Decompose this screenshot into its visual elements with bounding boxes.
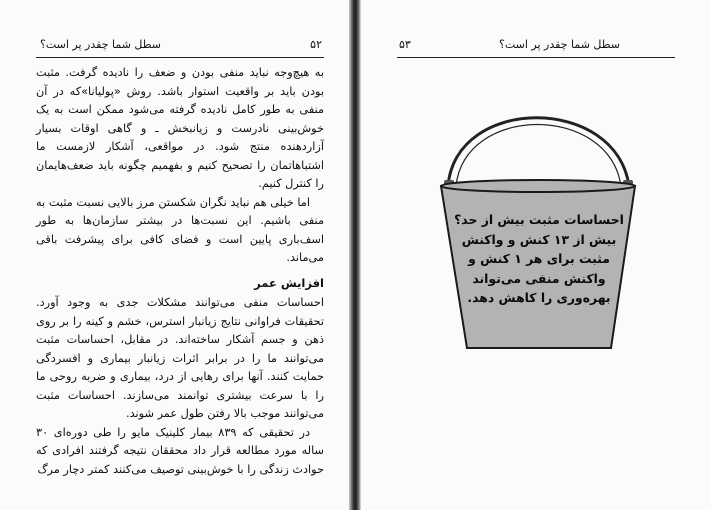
left-page-number: ۵۲ xyxy=(310,38,322,51)
left-page-header xyxy=(40,38,322,54)
bucket-line-4: واکنش منفی می‌تواند xyxy=(472,270,606,286)
bucket-line-3: مثبت برای هر ۱ کنش و xyxy=(468,251,610,266)
left-header-rule xyxy=(36,57,324,58)
bucket-line-2: بیش از ۱۳ کنش و واکنش xyxy=(461,231,617,247)
bucket-rim xyxy=(441,180,635,192)
paragraph-2: اما خیلی هم نباید نگران شکستن مرز بالایی نسبت مثبت به منفی باشیم. این نسبت‌ها در بیشتر سازمان‌ها به طور اسف‌باری پایین است و فضای کافی برای پیشرفت باقی می‌ماند. xyxy=(36,195,324,264)
right-running-title: سطل شما چقدر پر است؟ xyxy=(499,38,620,51)
paragraph-1: به هیچ‌وجه نباید منفی بودن و ضعف را نادیده گرفت. مثبت بودن باید بر واقعیت استوار باشد. روش «پولیانا»که در آن منفی به طور کامل نادیده گرفته می‌شود ممکن است به یک خوش‌بینی نادرست و زیانبخش ـ و گاهی اوقات بسیار آزاردهنده منتج شود. در مواقعی، آشکار لازمست ما اشتباهاتمان را تصحیح کنیم و بفهمیم چگونه باید ضعف‌هایمان را کنترل کنیم. xyxy=(36,66,324,190)
bucket-caption xyxy=(449,210,629,308)
left-body xyxy=(36,64,324,479)
paragraph-4: در تحقیقی که ۸۳۹ بیمار کلینیک مایو را طی دوره‌ای ۳۰ ساله مورد مطالعه قرار داد محققان نتیجه گرفتند افرادی که حوادث زندگی را با خوش‌بینی توصیف می‌کنند کمتر دچار مرگ xyxy=(36,425,324,476)
bucket-handle xyxy=(448,118,629,186)
left-running-title: سطل شما چقدر پر است؟ xyxy=(40,38,161,51)
section-heading: افزایش عمر xyxy=(254,275,324,290)
bucket-line-1: احساسات مثبت بیش از حد؟ xyxy=(454,212,624,227)
bucket-line-5: بهره‌وری را کاهش دهد. xyxy=(467,290,611,305)
right-page xyxy=(361,0,711,510)
book-gutter xyxy=(349,0,361,510)
right-page-number: ۵۳ xyxy=(399,38,411,51)
left-page xyxy=(0,0,349,510)
paragraph-3: احساسات منفی می‌توانند مشکلات جدی به وجود آورد. تحقیقات فراوانی نتایج زیانبار استرس، خشم و کینه را بر روی ذهن و جسم آشکار ساخته‌اند. در مقابل، احساسات مثبت می‌توانند ما را در برابر اثرات زیانبار بیماری و افسردگی حمایت کنند. آنها برای رهایی از درد، بیماری و ضربه روحی ما را با سرعت بیشتری توانمند می‌سازند. احساسات مثبت می‌توانند موجب بالا رفتن طول عمر شوند. xyxy=(36,296,324,420)
